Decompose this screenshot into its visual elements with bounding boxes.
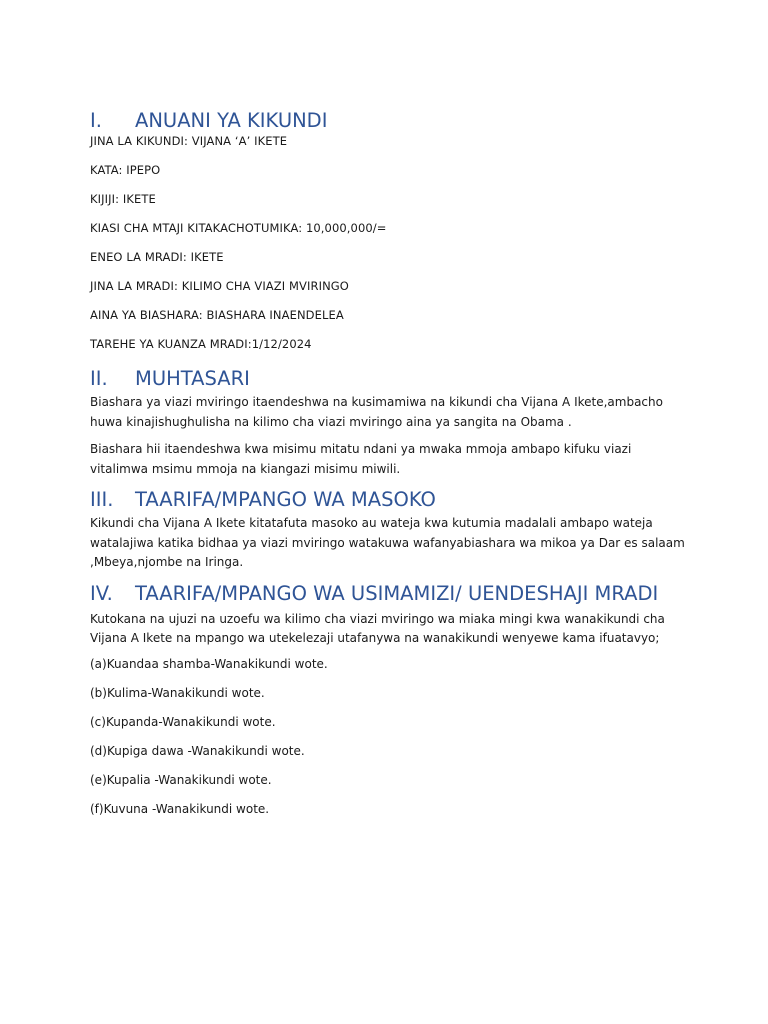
field-kiasi-cha-mtaji: KIASI CHA MTAJI KITAKACHOTUMIKA: 10,000,000/= <box>90 221 387 235</box>
section-number: II. <box>90 367 108 390</box>
field-eneo-la-mradi: ENEO LA MRADI: IKETE <box>90 250 224 264</box>
list-item: (a)Kuandaa shamba-Wanakikundi wote. <box>90 656 328 671</box>
section-title: MUHTASARI <box>135 367 250 390</box>
section-muhtasari <box>90 366 690 479</box>
section-heading-4 <box>90 581 690 607</box>
section-number: IV. <box>90 581 113 605</box>
section-heading-1 <box>90 108 690 134</box>
field-tarehe-ya-kuanza: TAREHE YA KUANZA MRADI:1/12/2024 <box>90 337 312 351</box>
section-number: III. <box>90 488 114 511</box>
paragraph: Biashara ya viazi mviringo itaendeshwa na kusimamiwa na kikundi cha Vijana A Ikete,ambacho huwa kinajishughulisha na kilimo cha viazi mviringo aina ya sangita na Obama . <box>90 395 663 429</box>
field-kijiji: KIJIJI: IKETE <box>90 192 156 206</box>
section-usimamizi <box>90 581 690 816</box>
list-item: (e)Kupalia -Wanakikundi wote. <box>90 772 272 787</box>
list-item: (d)Kupiga dawa -Wanakikundi wote. <box>90 743 305 758</box>
list-item: (b)Kulima-Wanakikundi wote. <box>90 685 265 700</box>
paragraph: Biashara hii itaendeshwa kwa misimu mitatu ndani ya mwaka mmoja ambapo kifuku viazi vitalimwa msimu mmoja na kiangazi misimu miwili. <box>90 442 632 476</box>
section-heading-2 <box>90 366 690 392</box>
section-title: TAARIFA/MPANGO WA USIMAMIZI/ UENDESHAJI MRADI <box>135 581 659 605</box>
paragraph: Kikundi cha Vijana A Ikete kitatafuta masoko au wateja kwa kutumia madalali ambapo wateja watalajiwa katika bidhaa ya viazi mviringo watakuwa wafanyabiashara wa mikoa ya Dar es salaam ,Mbeya,njombe na Iringa. <box>90 516 685 569</box>
paragraph: Kutokana na ujuzi na uzoefu wa kilimo cha viazi mviringo wa miaka mingi kwa wanakikundi cha Vijana A Ikete na mpango wa utekelezaji utafanywa na wanakikundi wenyewe kama ifuatavyo; <box>90 611 665 645</box>
field-kata: KATA: IPEPO <box>90 163 161 177</box>
section-masoko <box>90 487 690 573</box>
list-item: (c)Kupanda-Wanakikundi wote. <box>90 714 276 729</box>
field-jina-la-mradi: JINA LA MRADI: KILIMO CHA VIAZI MVIRINGO <box>90 279 349 293</box>
field-jina-la-kikundi: JINA LA KIKUNDI: VIJANA ‘A’ IKETE <box>90 134 288 148</box>
section-heading-3 <box>90 487 690 513</box>
section-title: TAARIFA/MPANGO WA MASOKO <box>135 488 436 511</box>
section-anuani <box>90 108 690 351</box>
section-number: I. <box>90 109 102 132</box>
field-aina-ya-biashara: AINA YA BIASHARA: BIASHARA INAENDELEA <box>90 308 344 322</box>
document-page <box>90 108 690 831</box>
section-title: ANUANI YA KIKUNDI <box>135 109 328 132</box>
list-item: (f)Kuvuna -Wanakikundi wote. <box>90 801 270 816</box>
